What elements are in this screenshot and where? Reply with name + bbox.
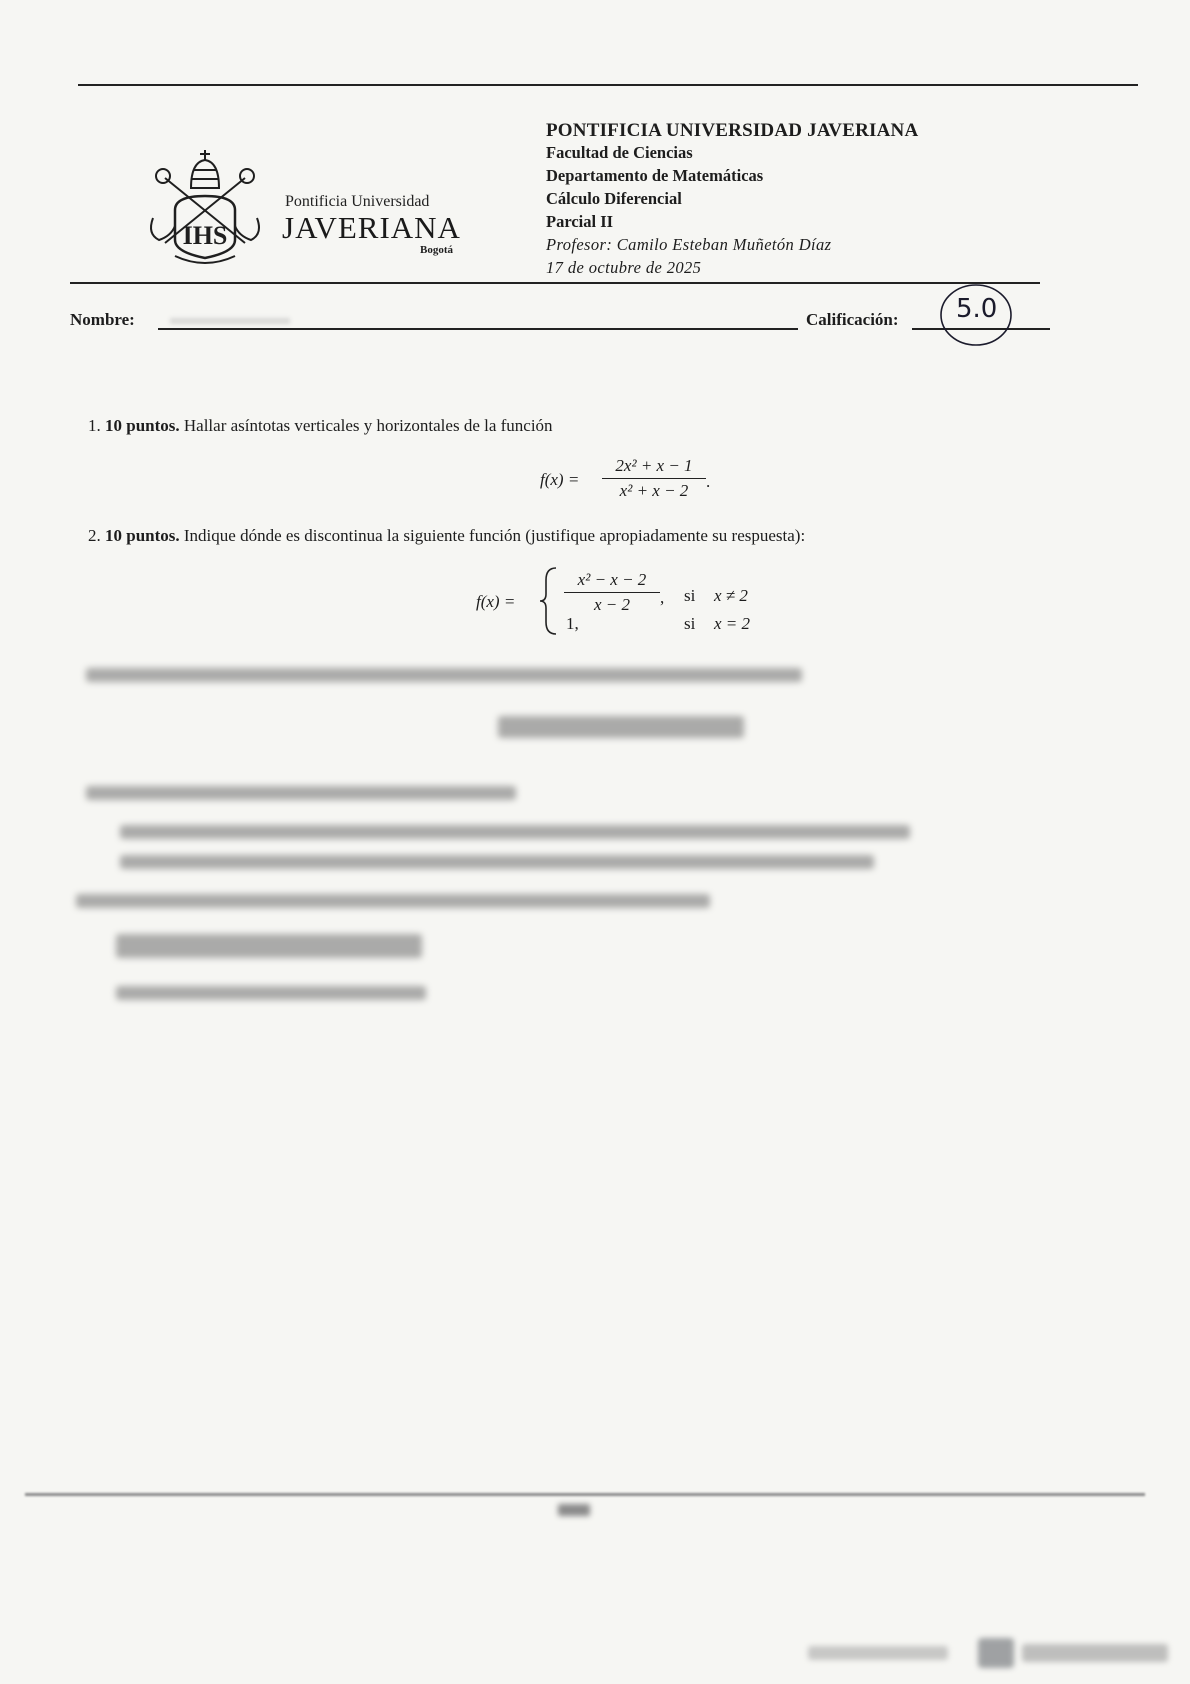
q1-trail: . <box>706 472 711 491</box>
scanner-watermark <box>808 1632 1168 1672</box>
footer-rule <box>25 1493 1145 1496</box>
logo-city: Bogotá <box>420 244 453 256</box>
professor: Profesor: Camilo Esteban Muñetón Díaz <box>546 235 832 254</box>
question-1-points: 10 puntos. <box>105 416 180 435</box>
question-2-points: 10 puntos. <box>105 526 180 545</box>
logo-line-2: JAVERIANA <box>282 210 461 245</box>
q2-case2-cond: x = 2 <box>714 614 751 633</box>
faculty: Facultad de Ciencias <box>546 143 693 162</box>
department: Departamento de Matemáticas <box>546 166 764 185</box>
q1-lhs: f(x) = <box>540 470 580 489</box>
grade-value: 5.0 <box>956 294 998 324</box>
question-2-text: Indique dónde es discontinua la siguiente función (justifique apropiadamente su respuesta): <box>183 526 806 545</box>
page-number-blurred <box>558 1504 590 1516</box>
q2-case1-numerator: x² − x − 2 <box>577 570 647 589</box>
q2-lhs: f(x) = <box>476 592 516 611</box>
q2-case2-si: si <box>684 614 696 633</box>
question-2-number: 2. <box>88 526 101 545</box>
exam-date: 17 de octubre de 2025 <box>546 258 702 277</box>
logo-line-1: Pontificia Universidad <box>285 193 430 210</box>
q2-case1-cond: x ≠ 2 <box>714 586 748 605</box>
institution-title: PONTIFICIA UNIVERSIDAD JAVERIANA <box>546 120 919 141</box>
name-label: Nombre: <box>70 310 135 329</box>
course: Cálculo Diferencial <box>546 189 682 208</box>
q2-case1-si: si <box>684 586 696 605</box>
grade-label: Calificación: <box>806 310 899 329</box>
q1-denominator: x² + x − 2 <box>619 481 689 500</box>
q2-case2-value: 1, <box>566 614 579 633</box>
exam-title: Parcial II <box>546 212 614 231</box>
q2-case1-denominator: x − 2 <box>593 595 631 614</box>
question-1-text: Hallar asíntotas verticales y horizontales de la función <box>183 416 553 435</box>
q1-numerator: 2x² + x − 1 <box>615 456 693 475</box>
question-1-number: 1. <box>88 416 101 435</box>
q2-case1-comma: , <box>660 588 665 607</box>
crest-monogram: IHS <box>182 221 228 250</box>
